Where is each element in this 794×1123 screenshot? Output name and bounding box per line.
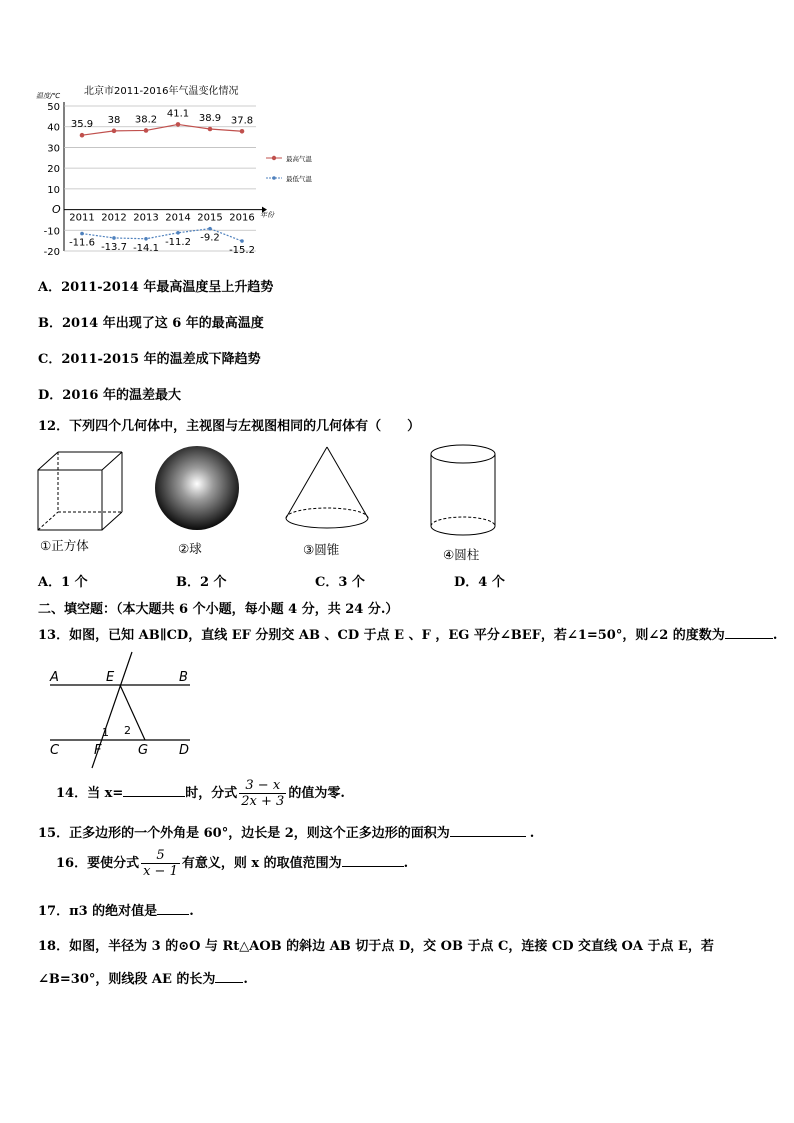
data-point (208, 227, 212, 231)
section-heading: 二、填空题：（本大题共 6 个小题，每小题 4 分，共 24 分.） (38, 602, 399, 617)
y-tick-label: 30 (47, 143, 60, 155)
q17-line (38, 900, 194, 919)
q16-post: 有意义，则 x 的取值范围为 (181, 856, 342, 871)
data-point (176, 122, 181, 127)
legend-high: 最高气温 (286, 155, 312, 163)
caption-cylinder: ④圆柱 (443, 547, 480, 562)
q11-option-d: D．2016 年的温差最大 (38, 388, 181, 403)
q14-post: 的值为零. (288, 786, 345, 801)
data-label: 38.9 (198, 112, 222, 124)
q16-denominator: x − 1 (143, 864, 178, 879)
chart-series (69, 108, 255, 256)
y-tick-label: -10 (43, 226, 60, 238)
q18-line2-wrap (38, 968, 248, 987)
cone-figure (282, 444, 372, 536)
data-label: -11.6 (69, 237, 95, 249)
q17-end: . (189, 904, 194, 919)
cylinder-figure (428, 442, 500, 542)
q16-line (56, 848, 408, 879)
origin-label: O (52, 203, 61, 216)
caption-cube: ①正方体 (40, 538, 89, 553)
caption-sphere: ②球 (178, 541, 202, 556)
data-label: -15.2 (229, 245, 255, 257)
sphere-figure (153, 444, 243, 534)
data-label: -11.2 (165, 236, 191, 248)
data-point (240, 129, 245, 134)
y-tick-label: 10 (47, 184, 60, 196)
label-e: E (106, 670, 115, 685)
q16-answer-blank[interactable] (342, 854, 404, 867)
y-tick-label: -20 (43, 247, 60, 258)
data-label: -14.1 (133, 242, 159, 254)
x-tick-label: 2011 (69, 212, 95, 224)
legend-low: 最低气温 (286, 175, 312, 183)
q11-option-c: C．2011-2015 年的温差成下降趋势 (38, 352, 261, 367)
x-tick-label: 2013 (133, 212, 159, 224)
q14-mid: 时，分式 (185, 786, 238, 801)
chart-title: 北京市2011-2016年气温变化情况 (84, 86, 239, 97)
q18-line2: ∠B=30°，则线段 AE 的长为 (38, 972, 216, 987)
cube-figure (34, 448, 129, 538)
q14-numerator: 3 − x (239, 778, 286, 794)
data-label: 41.1 (166, 108, 190, 120)
x-tick-label: 2012 (101, 212, 127, 224)
y-tick-label: 40 (47, 122, 60, 134)
y-tick-label: 50 (47, 102, 60, 113)
q15-end: . (529, 826, 535, 841)
q14-pre: 14．当 x= (56, 786, 124, 801)
q13-answer-blank[interactable] (725, 626, 773, 639)
q12-option-a: A．1 个 (38, 575, 88, 590)
q14-line (56, 778, 345, 809)
q13-stem: 13．如图，已知 AB∥CD，直线 EF 分别交 AB 、CD 于点 E 、F ，EG 平分∠BEF，若∠1=50°，则∠2 的度数为 (38, 628, 725, 643)
data-point (208, 127, 213, 132)
q16-fraction (141, 848, 180, 879)
y-tick-labels (44, 102, 60, 258)
data-point (112, 129, 117, 134)
caption-cone: ③圆锥 (303, 542, 340, 557)
q18-end: . (243, 972, 248, 987)
q13-stem-line (38, 624, 777, 643)
data-label: 38 (107, 114, 121, 126)
label-g: G (138, 743, 149, 758)
data-point (144, 237, 148, 241)
q12-stem: 12．下列四个几何体中，主视图与左视图相同的几何体有（ ） (38, 419, 421, 434)
data-point (176, 231, 180, 235)
q15-answer-blank[interactable] (450, 824, 526, 837)
x-tick-label: 2014 (165, 212, 191, 224)
q14-answer-blank[interactable] (123, 784, 185, 797)
legend (266, 154, 313, 183)
q17-answer-blank[interactable] (157, 902, 189, 915)
y-axis-label: 温度/℃ (36, 92, 61, 100)
parallel-lines-figure (44, 648, 204, 770)
x-tick-label: 2015 (197, 212, 223, 224)
q16-numerator: 5 (141, 848, 180, 864)
q13-end: . (772, 628, 778, 643)
data-label: 35.9 (70, 119, 94, 131)
q11-option-b: B．2014 年出现了这 6 年的最高温度 (38, 316, 264, 331)
data-point (112, 236, 116, 240)
label-c: C (50, 743, 60, 758)
series-line (82, 124, 242, 135)
q16-end: . (403, 856, 409, 871)
q16-pre: 16．要使分式 (56, 856, 140, 871)
q12-option-b: B．2 个 (176, 575, 227, 590)
data-point (80, 232, 84, 236)
data-label: 38.2 (134, 114, 158, 126)
label-a: A (50, 670, 59, 685)
q15-line (38, 822, 534, 841)
angle-2: 2 (124, 724, 131, 737)
data-label: 37.8 (230, 115, 254, 127)
q15-text: 15．正多边形的一个外角是 60°，边长是 2，则这个正多边形的面积为 (38, 826, 450, 841)
q14-fraction (239, 778, 286, 809)
label-f: F (94, 743, 102, 758)
data-label: -13.7 (101, 241, 127, 253)
q12-option-c: C．3 个 (315, 575, 365, 590)
data-label: -9.2 (200, 232, 220, 244)
data-point (144, 128, 149, 133)
label-d: D (179, 743, 190, 758)
y-tick-label: 20 (47, 164, 60, 176)
q14-denominator: 2x + 3 (241, 794, 285, 809)
label-b: B (179, 670, 188, 685)
x-axis-label: 年份 (260, 211, 274, 219)
x-tick-labels (69, 213, 254, 224)
angle-1: 1 (102, 726, 109, 739)
q11-option-a: A．2011-2014 年最高温度呈上升趋势 (38, 280, 274, 295)
x-tick-label: 2016 (229, 212, 255, 224)
temperature-chart (34, 78, 344, 258)
q17-text: 17．π3 的绝对值是 (38, 904, 158, 919)
q12-option-d: D．4 个 (454, 575, 505, 590)
data-point (240, 239, 244, 243)
q18-answer-blank[interactable] (215, 970, 243, 983)
data-point (80, 133, 85, 138)
q18-line1: 18．如图，半径为 3 的⊙O 与 Rt△AOB 的斜边 AB 切于点 D，交 OB 于点 C，连接 CD 交直线 OA 于点 E，若 (38, 939, 714, 954)
